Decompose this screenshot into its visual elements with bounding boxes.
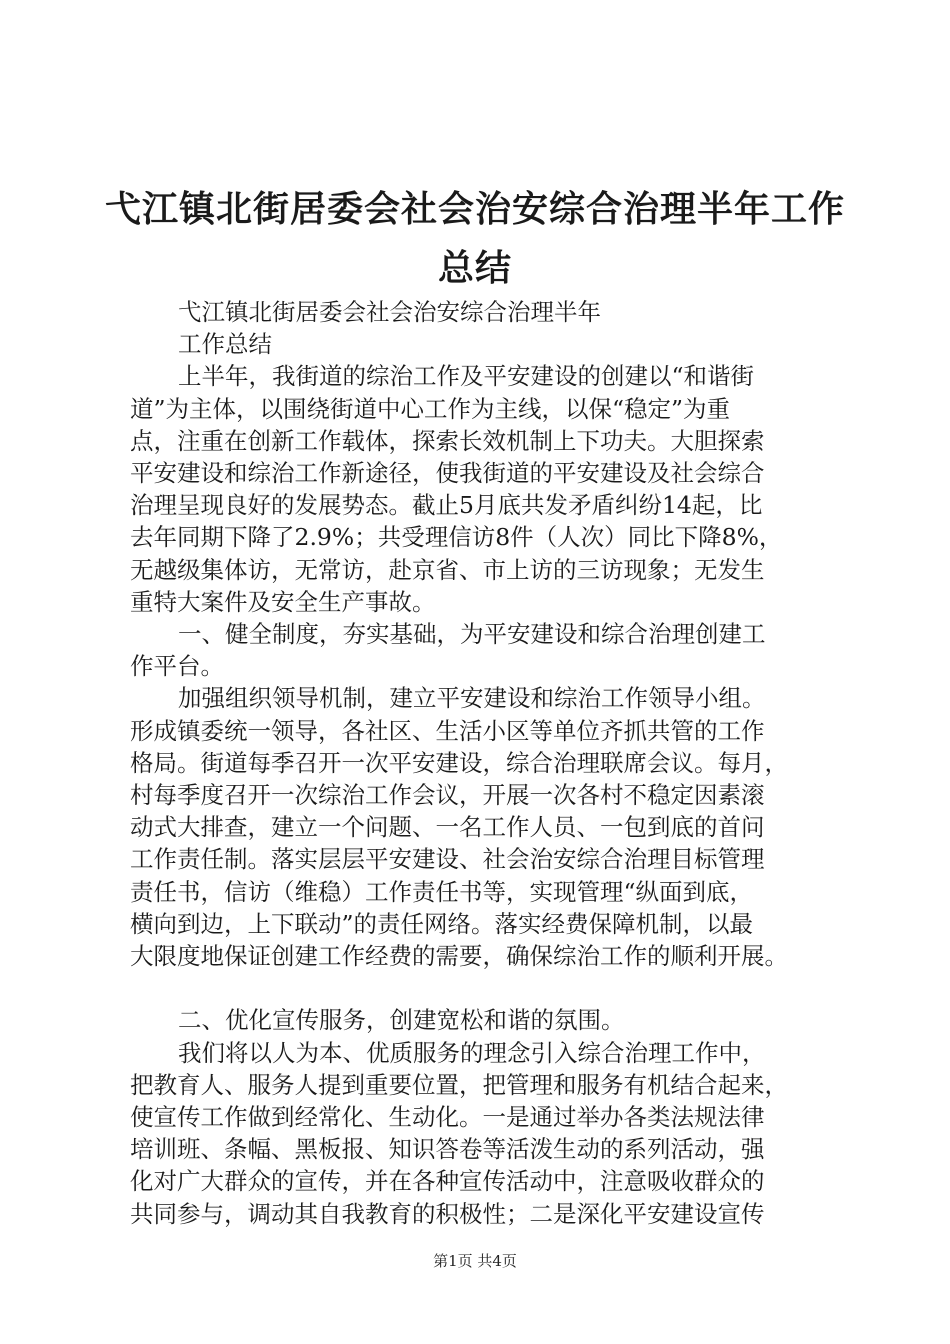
body-line: 责任书，信访（维稳）工作责任书等，实现管理“纵面到底， — [130, 877, 754, 906]
body-line: 弋江镇北街居委会社会治安综合治理半年 — [178, 298, 601, 326]
body-line: 培训班、条幅、黑板报、知识答卷等活泼生动的系列活动，强 — [130, 1135, 765, 1164]
body-line: 平安建设和综治工作新途径，使我街道的平安建设及社会综合 — [130, 459, 765, 487]
body-line: 作平台。 — [130, 652, 224, 681]
body-line: 上半年，我街道的综治工作及平安建设的创建以“和谐街 — [178, 362, 755, 391]
body-line: 动式大排查，建立一个问题、一名工作人员、一包到底的首问 — [130, 813, 765, 842]
body-line: 工作责任制。落实层层平安建设、社会治安综合治理目标管理 — [130, 845, 765, 874]
body-line: 重特大案件及安全生产事故。 — [130, 587, 436, 616]
body-line: 把教育人、服务人提到重要位置，把管理和服务有机结合起来， — [130, 1070, 788, 1099]
body-line: 横向到边，上下联动”的责任网络。落实经费保障机制，以最 — [130, 909, 754, 938]
body-line: 点，注重在创新工作载体，探索长效机制上下功夫。大胆探索 — [130, 426, 765, 455]
body-line: 共同参与，调动其自我教育的积极性；二是深化平安建设宣传 — [130, 1199, 765, 1228]
body-line: 治理呈现良好的发展势态。截止5月底共发矛盾纠纷14起，比 — [130, 491, 763, 520]
body-line: 形成镇委统一领导，各社区、生活小区等单位齐抓共管的工作 — [130, 716, 765, 745]
body-line: 加强组织领导机制，建立平安建设和综治工作领导小组。 — [178, 684, 766, 713]
body-line: 一、健全制度，夯实基础，为平安建设和综合治理创建工 — [178, 620, 766, 648]
body-line: 格局。街道每季召开一次平安建设，综合治理联席会议。每月， — [130, 748, 788, 777]
body-line: 二、优化宣传服务，创建宽松和谐的氛围。 — [178, 1006, 625, 1035]
body-line: 大限度地保证创建工作经费的需要，确保综治工作的顺利开展。 — [130, 942, 788, 970]
document-title-line-2: 总结 — [437, 248, 512, 289]
body-line: 道”为主体，以围绕街道中心工作为主线，以保“稳定”为重 — [130, 394, 731, 423]
body-line: 工作总结 — [178, 330, 272, 359]
body-line: 无越级集体访，无常访，赴京省、市上访的三访现象；无发生 — [130, 555, 765, 584]
body-line: 化对广大群众的宣传，并在各种宣传活动中，注意吸收群众的 — [130, 1167, 765, 1196]
body-line: 村每季度召开一次综治工作会议，开展一次各村不稳定因素滚 — [130, 781, 765, 809]
body-line: 使宣传工作做到经常化、生动化。一是通过举办各类法规法律 — [130, 1103, 765, 1131]
body-line: 去年同期下降了2.9%；共受理信访8件（人次）同比下降8%， — [130, 523, 783, 552]
document-title-line-1: 弋江镇北街居委会社会治安综合治理半年工作 — [104, 189, 845, 230]
body-line: 我们将以人为本、优质服务的理念引入综合治理工作中， — [178, 1038, 766, 1067]
page-footer: 第1页 共4页 — [433, 1252, 517, 1270]
